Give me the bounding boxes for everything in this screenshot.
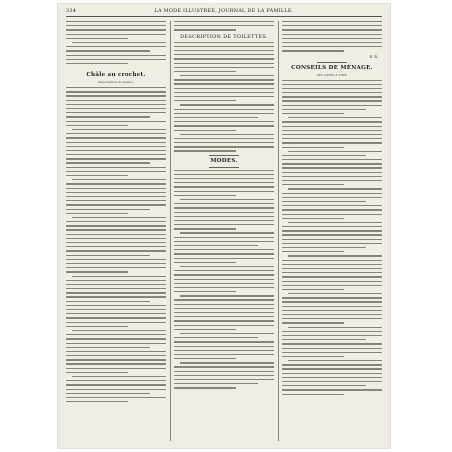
text-line bbox=[174, 203, 274, 204]
text-line bbox=[282, 38, 382, 39]
text-line bbox=[66, 125, 128, 126]
section-title: MODES. bbox=[210, 157, 238, 164]
text-line bbox=[174, 117, 258, 118]
text-line bbox=[66, 389, 166, 390]
text-line bbox=[66, 309, 166, 310]
text-line bbox=[282, 147, 344, 148]
text-line bbox=[72, 376, 166, 377]
text-line bbox=[66, 225, 166, 226]
text-line bbox=[174, 270, 274, 271]
text-line bbox=[66, 150, 166, 151]
text-line bbox=[174, 350, 274, 351]
text-line bbox=[174, 130, 236, 131]
text-line bbox=[72, 42, 166, 43]
text-line bbox=[282, 205, 382, 206]
text-line bbox=[174, 63, 274, 64]
text-line bbox=[174, 337, 258, 338]
column-right bbox=[282, 21, 382, 441]
text-line bbox=[282, 197, 382, 198]
text-line bbox=[66, 384, 166, 385]
text-line bbox=[174, 42, 274, 43]
text-line bbox=[66, 142, 166, 143]
text-line bbox=[66, 368, 166, 369]
text-line bbox=[282, 352, 382, 353]
text-line bbox=[174, 109, 274, 110]
text-line bbox=[282, 218, 344, 219]
text-line bbox=[282, 142, 382, 143]
text-line bbox=[282, 373, 382, 374]
text-line bbox=[66, 175, 128, 176]
text-line bbox=[282, 159, 382, 160]
text-line bbox=[282, 281, 382, 282]
text-line bbox=[282, 322, 344, 323]
text-line bbox=[282, 130, 382, 131]
text-line bbox=[288, 151, 382, 152]
text-line bbox=[282, 297, 382, 298]
text-line bbox=[174, 304, 274, 305]
text-line bbox=[288, 293, 382, 294]
text-line bbox=[174, 191, 274, 192]
text-line bbox=[66, 221, 166, 222]
text-line bbox=[282, 88, 382, 89]
text-line bbox=[282, 230, 382, 231]
text-line bbox=[282, 50, 344, 51]
text-line bbox=[66, 158, 166, 159]
text-line bbox=[174, 274, 274, 275]
text-line bbox=[174, 245, 258, 246]
text-line bbox=[66, 25, 166, 26]
text-line bbox=[66, 250, 166, 251]
text-line bbox=[66, 204, 166, 205]
text-line bbox=[174, 375, 274, 376]
text-line bbox=[174, 346, 274, 347]
text-line bbox=[66, 38, 128, 39]
text-line bbox=[174, 178, 274, 179]
text-line bbox=[174, 21, 274, 22]
text-line bbox=[180, 266, 274, 267]
text-line bbox=[282, 113, 344, 114]
text-line bbox=[174, 170, 274, 171]
text-line bbox=[282, 180, 382, 181]
text-line bbox=[282, 314, 382, 315]
text-line bbox=[282, 368, 382, 369]
author-signature: E. R. bbox=[369, 54, 378, 59]
text-line bbox=[282, 318, 382, 319]
text-line bbox=[282, 234, 382, 235]
text-line bbox=[66, 322, 166, 323]
text-line bbox=[66, 271, 128, 272]
column-left bbox=[66, 21, 166, 441]
text-line bbox=[174, 138, 274, 139]
text-line bbox=[180, 232, 274, 233]
text-line bbox=[66, 192, 166, 193]
text-line bbox=[66, 313, 166, 314]
text-line bbox=[66, 100, 166, 101]
text-line bbox=[66, 112, 166, 113]
text-line bbox=[180, 104, 274, 105]
text-line bbox=[174, 366, 274, 367]
text-line bbox=[66, 255, 150, 256]
text-line bbox=[174, 312, 274, 313]
text-line bbox=[66, 137, 166, 138]
text-line bbox=[66, 317, 166, 318]
text-line bbox=[282, 289, 344, 290]
text-line bbox=[174, 358, 236, 359]
text-line bbox=[66, 334, 166, 335]
text-line bbox=[282, 92, 382, 93]
text-line bbox=[174, 258, 274, 259]
text-line bbox=[174, 125, 274, 126]
text-block bbox=[282, 21, 382, 52]
separator-rule bbox=[317, 62, 347, 63]
text-line bbox=[174, 29, 236, 30]
text-line bbox=[66, 338, 166, 339]
separator-rule bbox=[209, 167, 239, 168]
column-divider bbox=[170, 21, 171, 441]
text-line bbox=[282, 214, 382, 215]
text-line bbox=[288, 222, 382, 223]
text-line bbox=[174, 316, 274, 317]
text-line bbox=[66, 196, 166, 197]
text-line bbox=[66, 188, 166, 189]
text-line bbox=[174, 207, 274, 208]
text-line bbox=[174, 283, 274, 284]
text-line bbox=[66, 246, 166, 247]
text-line bbox=[66, 87, 166, 88]
text-line bbox=[282, 80, 382, 81]
section-subtitle: LES CAVES À VINS. bbox=[316, 72, 348, 77]
text-line bbox=[174, 262, 236, 263]
text-line bbox=[174, 241, 274, 242]
text-line bbox=[66, 104, 166, 105]
text-line bbox=[174, 100, 236, 101]
text-line bbox=[72, 179, 166, 180]
text-line bbox=[174, 83, 274, 84]
text-line bbox=[174, 186, 274, 187]
text-line bbox=[282, 42, 382, 43]
text-line bbox=[282, 356, 344, 357]
text-line bbox=[66, 21, 166, 22]
text-line bbox=[66, 91, 166, 92]
text-line bbox=[174, 287, 274, 288]
text-line bbox=[282, 251, 344, 252]
text-line bbox=[174, 228, 236, 229]
section-title: Châle au crochet. bbox=[86, 72, 146, 79]
text-block bbox=[66, 87, 166, 402]
text-line bbox=[282, 285, 382, 286]
text-line bbox=[174, 379, 274, 380]
text-line bbox=[66, 213, 128, 214]
text-line bbox=[180, 362, 274, 363]
text-line bbox=[66, 167, 166, 168]
text-line bbox=[66, 116, 150, 117]
text-line bbox=[66, 234, 166, 235]
column-middle bbox=[174, 21, 274, 441]
text-line bbox=[282, 209, 382, 210]
text-block bbox=[282, 80, 382, 395]
text-line bbox=[282, 243, 382, 244]
text-line bbox=[66, 296, 166, 297]
text-line bbox=[66, 393, 150, 394]
text-line bbox=[282, 364, 382, 365]
text-line bbox=[72, 330, 166, 331]
text-line bbox=[282, 239, 382, 240]
text-line bbox=[282, 105, 382, 106]
text-line bbox=[66, 29, 166, 30]
text-line bbox=[66, 154, 166, 155]
text-line bbox=[66, 263, 166, 264]
text-line bbox=[282, 21, 382, 22]
text-line bbox=[174, 96, 274, 97]
section-subtitle: (Description du dessin.) bbox=[97, 80, 135, 85]
text-line bbox=[282, 301, 382, 302]
text-line bbox=[282, 155, 366, 156]
text-line bbox=[174, 146, 274, 147]
text-line bbox=[282, 176, 382, 177]
text-line bbox=[282, 264, 382, 265]
text-line bbox=[66, 259, 166, 260]
text-line bbox=[72, 276, 166, 277]
text-line bbox=[288, 360, 382, 361]
text-line bbox=[282, 163, 382, 164]
text-line bbox=[282, 381, 382, 382]
text-line bbox=[66, 359, 166, 360]
text-line bbox=[174, 249, 274, 250]
text-line bbox=[180, 199, 274, 200]
text-line bbox=[282, 335, 382, 336]
text-line bbox=[66, 59, 166, 60]
text-line bbox=[174, 121, 274, 122]
text-block bbox=[66, 21, 166, 64]
text-line bbox=[174, 50, 274, 51]
section-title: CONSEILS DE MÉNAGE. bbox=[291, 64, 373, 71]
text-line bbox=[282, 272, 382, 273]
text-line bbox=[174, 182, 274, 183]
column-divider bbox=[278, 21, 279, 441]
text-line bbox=[66, 280, 166, 281]
text-line bbox=[66, 343, 166, 344]
text-line bbox=[282, 96, 382, 97]
text-line bbox=[66, 63, 128, 64]
text-line bbox=[174, 253, 274, 254]
text-line bbox=[174, 299, 274, 300]
text-line bbox=[282, 100, 382, 101]
text-line bbox=[174, 383, 258, 384]
section-title: DESCRIPTION DE TOILETTES. bbox=[180, 33, 268, 40]
text-line bbox=[66, 200, 166, 201]
text-line bbox=[174, 54, 274, 55]
text-line bbox=[66, 229, 166, 230]
text-line bbox=[174, 387, 236, 388]
text-line bbox=[282, 306, 382, 307]
text-line bbox=[66, 326, 128, 327]
text-line bbox=[66, 209, 150, 210]
text-line bbox=[66, 284, 166, 285]
journal-page bbox=[58, 4, 390, 448]
text-line bbox=[174, 25, 274, 26]
text-line bbox=[282, 167, 382, 168]
text-line bbox=[66, 301, 150, 302]
text-line bbox=[282, 389, 382, 390]
text-line bbox=[66, 372, 128, 373]
text-line bbox=[282, 226, 382, 227]
text-line bbox=[174, 308, 274, 309]
text-line bbox=[174, 329, 236, 330]
text-line bbox=[66, 292, 166, 293]
text-line bbox=[282, 84, 382, 85]
text-line bbox=[282, 394, 344, 395]
text-line bbox=[174, 67, 274, 68]
text-line bbox=[282, 331, 382, 332]
text-line bbox=[66, 183, 166, 184]
text-line bbox=[174, 174, 274, 175]
text-line bbox=[66, 351, 166, 352]
text-line bbox=[66, 108, 166, 109]
text-line bbox=[66, 171, 166, 172]
text-line bbox=[282, 310, 382, 311]
text-line bbox=[66, 242, 166, 243]
text-line bbox=[288, 188, 382, 189]
text-line bbox=[288, 255, 382, 256]
text-line bbox=[174, 92, 274, 93]
text-line bbox=[282, 25, 382, 26]
text-line bbox=[282, 377, 382, 378]
text-line bbox=[66, 133, 166, 134]
text-line bbox=[282, 184, 344, 185]
text-line bbox=[174, 354, 274, 355]
page-number: 334 bbox=[66, 8, 77, 14]
text-line bbox=[282, 339, 366, 340]
text-line bbox=[174, 371, 274, 372]
text-line bbox=[174, 341, 274, 342]
text-line bbox=[288, 117, 382, 118]
text-line bbox=[282, 34, 382, 35]
text-line bbox=[282, 109, 366, 110]
text-line bbox=[174, 88, 274, 89]
text-line bbox=[282, 385, 366, 386]
text-line bbox=[282, 46, 382, 47]
text-line bbox=[174, 212, 274, 213]
text-line bbox=[282, 172, 382, 173]
text-line bbox=[174, 325, 274, 326]
text-line bbox=[174, 150, 236, 151]
text-line bbox=[282, 343, 382, 344]
text-line bbox=[66, 95, 166, 96]
text-line bbox=[66, 401, 128, 402]
text-line bbox=[282, 193, 382, 194]
text-line bbox=[174, 142, 274, 143]
text-line bbox=[282, 348, 382, 349]
text-line bbox=[282, 126, 382, 127]
text-line bbox=[174, 279, 274, 280]
text-line bbox=[66, 34, 166, 35]
text-line bbox=[282, 134, 382, 135]
text-line bbox=[66, 162, 150, 163]
text-block bbox=[174, 21, 274, 31]
text-line bbox=[174, 224, 274, 225]
text-line bbox=[174, 320, 274, 321]
separator-rule bbox=[209, 155, 239, 156]
page-header bbox=[66, 7, 382, 17]
text-line bbox=[72, 129, 166, 130]
text-line bbox=[288, 327, 382, 328]
text-line bbox=[66, 288, 166, 289]
text-line bbox=[174, 46, 274, 47]
text-line bbox=[174, 58, 274, 59]
text-line bbox=[282, 121, 382, 122]
text-line bbox=[180, 333, 274, 334]
text-line bbox=[66, 121, 166, 122]
text-line bbox=[282, 201, 366, 202]
text-line bbox=[282, 247, 366, 248]
text-line bbox=[180, 75, 274, 76]
text-line bbox=[66, 267, 166, 268]
text-line bbox=[66, 50, 150, 51]
text-line bbox=[282, 260, 382, 261]
running-title: LA MODE ILLUSTRÉE, JOURNAL DE LA FAMILLE. bbox=[154, 8, 294, 14]
text-line bbox=[72, 217, 166, 218]
text-line bbox=[66, 347, 150, 348]
text-line bbox=[66, 55, 166, 56]
text-line bbox=[282, 29, 382, 30]
text-line bbox=[174, 79, 274, 80]
text-line bbox=[66, 238, 166, 239]
text-line bbox=[282, 138, 382, 139]
text-line bbox=[66, 363, 166, 364]
text-block bbox=[174, 42, 274, 152]
text-line bbox=[174, 220, 274, 221]
text-line bbox=[174, 216, 274, 217]
text-line bbox=[66, 46, 166, 47]
text-line bbox=[174, 237, 274, 238]
text-line bbox=[174, 113, 274, 114]
text-line bbox=[66, 355, 166, 356]
text-line bbox=[282, 268, 382, 269]
text-line bbox=[174, 291, 236, 292]
text-line bbox=[66, 305, 166, 306]
text-line bbox=[66, 397, 166, 398]
text-line bbox=[282, 276, 382, 277]
text-line bbox=[66, 146, 166, 147]
text-line bbox=[180, 295, 274, 296]
text-line bbox=[180, 134, 274, 135]
text-line bbox=[174, 195, 236, 196]
text-line bbox=[66, 380, 166, 381]
text-line bbox=[174, 71, 236, 72]
text-block bbox=[174, 170, 274, 389]
